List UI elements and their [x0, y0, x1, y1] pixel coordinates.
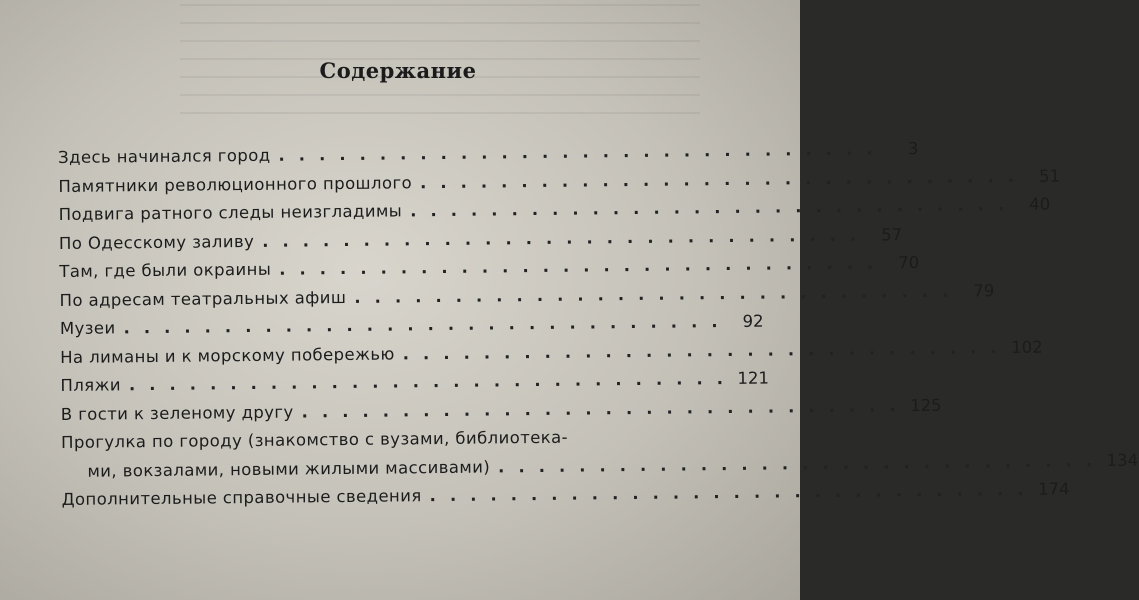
toc-entry-page: 79	[973, 280, 995, 300]
dot-leader: ..............................	[402, 337, 1011, 363]
dot-leader: ..............................	[301, 395, 910, 421]
toc-entry-title: ми, вокзалами, новыми жилыми массивами)	[87, 456, 491, 481]
toc-entry-page: 134	[1106, 450, 1139, 470]
toc-entry-title: По Одесскому заливу	[58, 231, 255, 253]
dot-leader: ..............................	[429, 479, 1038, 506]
dot-leader: ..............................	[262, 225, 871, 251]
toc-entry-page: 174	[1038, 479, 1070, 499]
toc-entry-title: Дополнительные справочные сведения	[61, 486, 422, 509]
dot-leader: ..............................	[410, 194, 1019, 221]
toc-entry-page: 70	[898, 252, 920, 273]
toc-entry-title: Здесь начинался город	[58, 145, 271, 167]
toc-entry	[61, 479, 1070, 519]
toc-entry-page: 125	[910, 395, 942, 415]
toc-entry-page: 40	[1029, 194, 1051, 214]
toc-entry-page: 3	[907, 138, 919, 159]
toc-entry-title: Памятники революционного прошлого	[58, 172, 413, 196]
toc-entry-page: 51	[1038, 166, 1061, 186]
dot-leader: ..............................	[498, 450, 1107, 476]
toc-entry-title: На лиманы и к морскому побережью	[60, 343, 395, 367]
toc-entry-title: Прогулка по городу (знакомство с вузами, библиотека-	[60, 427, 569, 452]
dot-leader: ..............................	[279, 253, 888, 279]
toc-entry-page: 57	[881, 224, 903, 244]
toc-entry-title: В гости к зеленому другу	[60, 402, 294, 424]
toc-entry-page: 102	[1011, 337, 1043, 357]
page-title: Содержание	[319, 58, 477, 83]
toc-entry-page: 92	[742, 311, 764, 331]
toc-entry-title: Музеи	[59, 318, 116, 338]
toc-entry-title: Пляжи	[60, 375, 122, 395]
toc-entry-title: Подвига ратного следы неизгладимы	[58, 201, 403, 224]
toc-entry-page: 121	[737, 368, 770, 388]
dot-leader: ..............................	[278, 139, 887, 165]
dot-leader: ..............................	[123, 311, 732, 338]
toc-entry-title: По адресам театральных афиш	[59, 287, 347, 310]
dot-leader: ..............................	[354, 281, 963, 307]
dot-leader: ..............................	[128, 368, 738, 395]
table-of-contents	[58, 138, 1139, 518]
dot-leader: ..............................	[419, 166, 1029, 192]
toc-entry-title: Там, где были окраины	[59, 259, 272, 281]
